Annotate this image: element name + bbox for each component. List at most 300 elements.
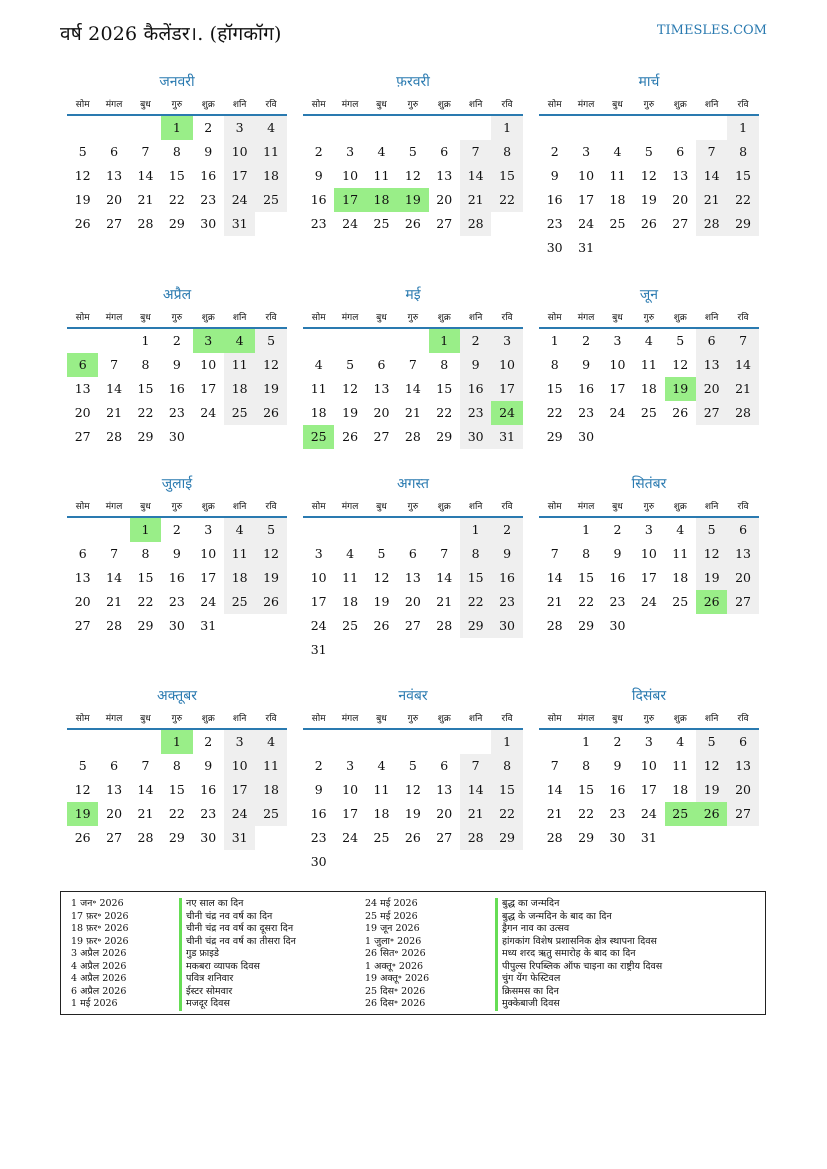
empty-day-cell [665,116,696,140]
day-cell: 30 [310,854,327,869]
day-cell: 31 [224,826,255,850]
day-cell: 24 [310,618,327,633]
day-cell: 21 [106,405,123,420]
weekday-header: सोम [311,99,326,110]
weekday-header: सोम [75,99,90,110]
day-cell: 7 [550,758,559,773]
weekday-header-row [67,92,287,116]
weekday-header: शनि [232,501,247,512]
day-cell: 5 [408,144,417,159]
day-cell: 24 [224,802,255,826]
week-row [303,754,523,778]
day-cell: 28 [137,830,154,845]
day-cell: 3 [193,329,224,353]
day-cell: 24 [200,405,217,420]
day-cell: 22 [491,802,522,826]
day-cell: 24 [491,401,522,425]
week-row [303,140,523,164]
empty-day-cell [334,638,365,662]
week-row [539,614,759,638]
holiday-dates-right [365,898,429,1011]
day-cell: 13 [373,381,390,396]
weekday-header: रवि [501,99,513,110]
day-cell: 21 [546,594,563,609]
weekday-header: शनि [468,99,483,110]
day-cell: 14 [436,570,453,585]
day-cell: 23 [200,192,217,207]
day-cell: 18 [373,806,390,821]
day-cell: 5 [255,518,286,542]
holiday-name: चीनी चंद्र नव वर्ष का दिन [179,911,296,924]
day-cell: 10 [578,168,595,183]
day-cell: 30 [460,425,491,449]
day-cell: 27 [74,618,91,633]
day-cell: 29 [727,212,758,236]
day-cell: 29 [436,429,453,444]
day-cell: 21 [137,806,154,821]
day-cell: 26 [74,216,91,231]
day-cell: 5 [78,758,87,773]
empty-day-cell [255,212,286,236]
day-cell: 19 [665,377,696,401]
empty-day-cell [665,826,696,850]
day-cell: 25 [255,188,286,212]
week-row [539,730,759,754]
day-cell: 21 [404,405,421,420]
empty-day-cell [193,425,224,449]
empty-day-cell [303,329,334,353]
day-cell: 28 [106,618,123,633]
day-cell: 31 [578,240,595,255]
empty-day-cell [366,638,397,662]
day-cell: 11 [609,168,626,183]
day-cell: 17 [640,570,657,585]
month-name: अक्तूबर [157,688,197,704]
day-cell: 29 [578,618,595,633]
day-cell: 11 [373,168,390,183]
empty-day-cell [429,116,460,140]
day-cell: 25 [609,216,626,231]
day-cell: 18 [255,164,286,188]
month-name: जनवरी [159,74,195,90]
week-row [303,518,523,542]
empty-day-cell [366,850,397,874]
day-cell: 1 [460,518,491,542]
weekday-header: मंगल [577,501,595,512]
day-cell: 9 [491,542,522,566]
empty-day-cell [397,518,428,542]
week-row [539,329,759,353]
week-row [303,425,523,449]
day-cell: 26 [255,401,286,425]
day-cell: 27 [404,618,421,633]
empty-day-cell [366,518,397,542]
day-cell: 18 [224,566,255,590]
day-cell: 4 [644,333,653,348]
day-cell: 7 [141,758,150,773]
day-cell: 14 [106,381,123,396]
day-cell: 15 [578,570,595,585]
weekday-header: मंगल [341,99,359,110]
empty-day-cell [334,518,365,542]
weekday-header: शुक्र [673,501,687,512]
day-cell: 7 [440,546,449,561]
day-cell: 4 [613,144,622,159]
day-cell: 8 [141,546,150,561]
weekday-header: मंगल [105,713,123,724]
day-cell: 13 [74,570,91,585]
empty-day-cell [429,850,460,874]
empty-day-cell [696,425,727,449]
day-cell: 3 [204,522,213,537]
weekday-header: शनि [704,99,719,110]
holiday-date: 19 अक्तू॰ 2026 [365,973,430,984]
week-row [67,329,287,353]
empty-day-cell [334,730,365,754]
empty-day-cell [224,425,255,449]
day-cell: 10 [224,754,255,778]
holiday-date: 1 अक्तू॰ 2026 [365,960,424,972]
empty-day-cell [696,116,727,140]
day-cell: 22 [578,806,595,821]
day-cell: 21 [727,377,758,401]
empty-day-cell [665,614,696,638]
day-cell: 26 [74,830,91,845]
weekday-header: सोम [547,501,562,512]
day-cell: 19 [696,566,727,590]
weekday-header: बुध [140,501,151,512]
week-row [67,590,287,614]
day-cell: 6 [440,758,449,773]
day-cell: 29 [137,618,154,633]
week-row [303,778,523,802]
day-cell: 22 [578,594,595,609]
holiday-date: 4 अप्रैल 2026 [71,960,127,972]
weekday-header: शुक्र [201,312,215,323]
week-row [539,236,759,260]
day-cell: 18 [310,405,327,420]
day-cell: 27 [74,429,91,444]
day-cell: 24 [224,188,255,212]
empty-day-cell [366,329,397,353]
day-cell: 15 [436,381,453,396]
day-cell: 9 [613,546,622,561]
day-cell: 15 [168,782,185,797]
day-cell: 28 [436,618,453,633]
day-cell: 16 [168,381,185,396]
day-cell: 2 [491,518,522,542]
empty-day-cell [460,638,491,662]
day-cell: 2 [314,758,323,773]
day-cell: 2 [314,144,323,159]
empty-day-cell [224,614,255,638]
day-cell: 12 [74,782,91,797]
day-cell: 29 [168,830,185,845]
empty-day-cell [397,730,428,754]
week-row [539,164,759,188]
day-cell: 6 [78,546,87,561]
day-cell: 13 [106,782,123,797]
empty-day-cell [98,518,129,542]
day-cell: 21 [106,594,123,609]
day-cell: 9 [460,353,491,377]
day-cell: 11 [373,782,390,797]
day-cell: 31 [310,642,327,657]
week-row [539,188,759,212]
day-cell: 19 [397,188,428,212]
day-cell: 22 [491,188,522,212]
empty-day-cell [303,116,334,140]
day-cell: 10 [640,758,657,773]
empty-day-cell [397,638,428,662]
day-cell: 9 [314,782,323,797]
day-cell: 23 [546,216,563,231]
page-title: वर्ष 2026 कैलेंडर।. (हॉगकॉग) [60,23,282,45]
empty-day-cell [727,614,758,638]
day-cell: 10 [342,782,359,797]
day-cell: 2 [613,522,622,537]
holiday-date: 3 अप्रैल 2026 [71,948,127,959]
day-cell: 1 [491,116,522,140]
day-cell: 2 [204,734,213,749]
week-row [303,401,523,425]
day-cell: 26 [696,590,727,614]
day-cell: 6 [727,518,758,542]
weekday-header: सोम [547,99,562,110]
day-cell: 4 [314,357,323,372]
empty-day-cell [460,116,491,140]
day-cell: 5 [78,144,87,159]
empty-day-cell [491,850,522,874]
day-cell: 17 [200,381,217,396]
holiday-date: 25 दिस॰ 2026 [365,985,426,997]
empty-day-cell [98,730,129,754]
weekday-header: शुक्र [437,312,451,323]
weekday-header: रवि [737,501,749,512]
day-cell: 25 [224,401,255,425]
day-cell: 2 [204,120,213,135]
day-cell: 1 [582,734,591,749]
day-cell: 29 [460,614,491,638]
day-cell: 27 [696,401,727,425]
month-block [67,686,287,850]
month-block [67,285,287,449]
holiday-date: 26 दिस॰ 2026 [365,998,426,1009]
day-cell: 15 [491,164,522,188]
day-cell: 12 [342,381,359,396]
month-name: जून [639,287,659,303]
day-cell: 25 [665,802,696,826]
day-cell: 4 [255,116,286,140]
week-row [539,590,759,614]
day-cell: 28 [696,212,727,236]
day-cell: 9 [172,546,181,561]
holiday-name: पीपुल्स रिपब्लिक ऑफ चाइना का राष्ट्रीय दिवस [495,961,662,974]
day-cell: 12 [373,570,390,585]
day-cell: 13 [436,782,453,797]
weekday-header: बुध [376,99,387,110]
week-row [67,802,287,826]
empty-day-cell [696,826,727,850]
day-cell: 2 [550,144,559,159]
day-cell: 20 [672,192,689,207]
day-cell: 24 [342,830,359,845]
empty-day-cell [696,236,727,260]
day-cell: 28 [546,618,563,633]
day-cell: 20 [696,377,727,401]
day-cell: 20 [74,594,91,609]
weekday-header-row [67,305,287,329]
empty-day-cell [665,425,696,449]
day-cell: 31 [491,425,522,449]
week-row [539,353,759,377]
weekday-header: बुध [612,501,623,512]
holiday-date: 19 फ़र॰ 2026 [71,935,129,947]
day-cell: 20 [74,405,91,420]
day-cell: 19 [74,192,91,207]
day-cell: 30 [546,240,563,255]
week-row [539,754,759,778]
empty-day-cell [67,730,98,754]
week-row [539,212,759,236]
day-cell: 16 [200,782,217,797]
weekday-header: शुक्र [201,99,215,110]
week-row [67,778,287,802]
day-cell: 12 [696,542,727,566]
empty-day-cell [366,730,397,754]
holiday-date: 1 मई 2026 [71,998,118,1009]
day-cell: 17 [200,570,217,585]
day-cell: 21 [460,188,491,212]
day-cell: 20 [436,192,453,207]
empty-day-cell [570,116,601,140]
holiday-names-right [495,898,662,1011]
weekday-header: गुरु [407,312,419,323]
day-cell: 24 [609,405,626,420]
day-cell: 15 [727,164,758,188]
day-cell: 25 [373,830,390,845]
week-row [67,754,287,778]
week-row [303,566,523,590]
day-cell: 6 [377,357,386,372]
day-cell: 24 [200,594,217,609]
day-cell: 3 [346,144,355,159]
day-cell: 29 [491,826,522,850]
day-cell: 5 [696,518,727,542]
day-cell: 30 [609,830,626,845]
week-row [303,212,523,236]
day-cell: 13 [696,353,727,377]
week-row [67,425,287,449]
day-cell: 3 [224,730,255,754]
day-cell: 22 [137,594,154,609]
weekday-header-row [67,494,287,518]
weekday-header: बुध [612,99,623,110]
day-cell: 16 [491,566,522,590]
month-name: नवंबर [398,688,428,704]
weekday-header: शुक्र [437,501,451,512]
week-row [303,850,523,874]
weekday-header: गुरु [171,99,183,110]
week-row [67,116,287,140]
day-cell: 27 [373,429,390,444]
weekday-header: गुरु [407,99,419,110]
weekday-header: शनि [232,312,247,323]
week-row [539,542,759,566]
day-cell: 17 [491,377,522,401]
holiday-date: 1 जुला॰ 2026 [365,935,422,947]
empty-day-cell [334,850,365,874]
weekday-header-row [539,305,759,329]
weekday-header: सोम [75,312,90,323]
day-cell: 20 [727,566,758,590]
week-row [539,377,759,401]
day-cell: 6 [110,144,119,159]
holiday-name: मकबरा व्यापक दिवस [179,961,296,974]
day-cell: 23 [310,216,327,231]
day-cell: 8 [172,144,181,159]
weekday-header: बुध [376,713,387,724]
day-cell: 22 [460,590,491,614]
day-cell: 30 [168,429,185,444]
weekday-header-row [67,706,287,730]
day-cell: 16 [310,806,327,821]
day-cell: 8 [491,754,522,778]
day-cell: 5 [346,357,355,372]
day-cell: 10 [342,168,359,183]
day-cell: 7 [460,140,491,164]
day-cell: 12 [255,542,286,566]
day-cell: 4 [377,144,386,159]
week-row [539,116,759,140]
day-cell: 5 [644,144,653,159]
empty-day-cell [460,730,491,754]
weekday-header: सोम [547,312,562,323]
day-cell: 13 [727,542,758,566]
day-cell: 3 [644,522,653,537]
holiday-name: चीनी चंद्र नव वर्ष का तीसरा दिन [179,936,296,949]
empty-day-cell [130,730,161,754]
site-link[interactable]: TIMESLES.COM [656,23,767,38]
holiday-date: 19 जून 2026 [365,923,420,934]
weekday-header: मंगल [341,501,359,512]
month-block [67,474,287,638]
day-cell: 29 [578,830,595,845]
day-cell: 3 [491,329,522,353]
day-cell: 16 [200,168,217,183]
empty-day-cell [727,425,758,449]
day-cell: 23 [609,594,626,609]
empty-day-cell [303,730,334,754]
day-cell: 11 [672,758,689,773]
month-block [303,285,523,449]
empty-day-cell [602,425,633,449]
week-row [303,164,523,188]
weekday-header: मंगल [105,99,123,110]
day-cell: 15 [546,381,563,396]
day-cell: 24 [640,594,657,609]
weekday-header: बुध [612,713,623,724]
holiday-name: मुक्केबाजी दिवस [495,998,662,1011]
empty-day-cell [727,826,758,850]
day-cell: 27 [727,802,758,826]
day-cell: 15 [578,782,595,797]
day-cell: 14 [727,353,758,377]
day-cell: 17 [224,778,255,802]
empty-day-cell [67,116,98,140]
day-cell: 7 [110,357,119,372]
weekday-header-row [303,305,523,329]
